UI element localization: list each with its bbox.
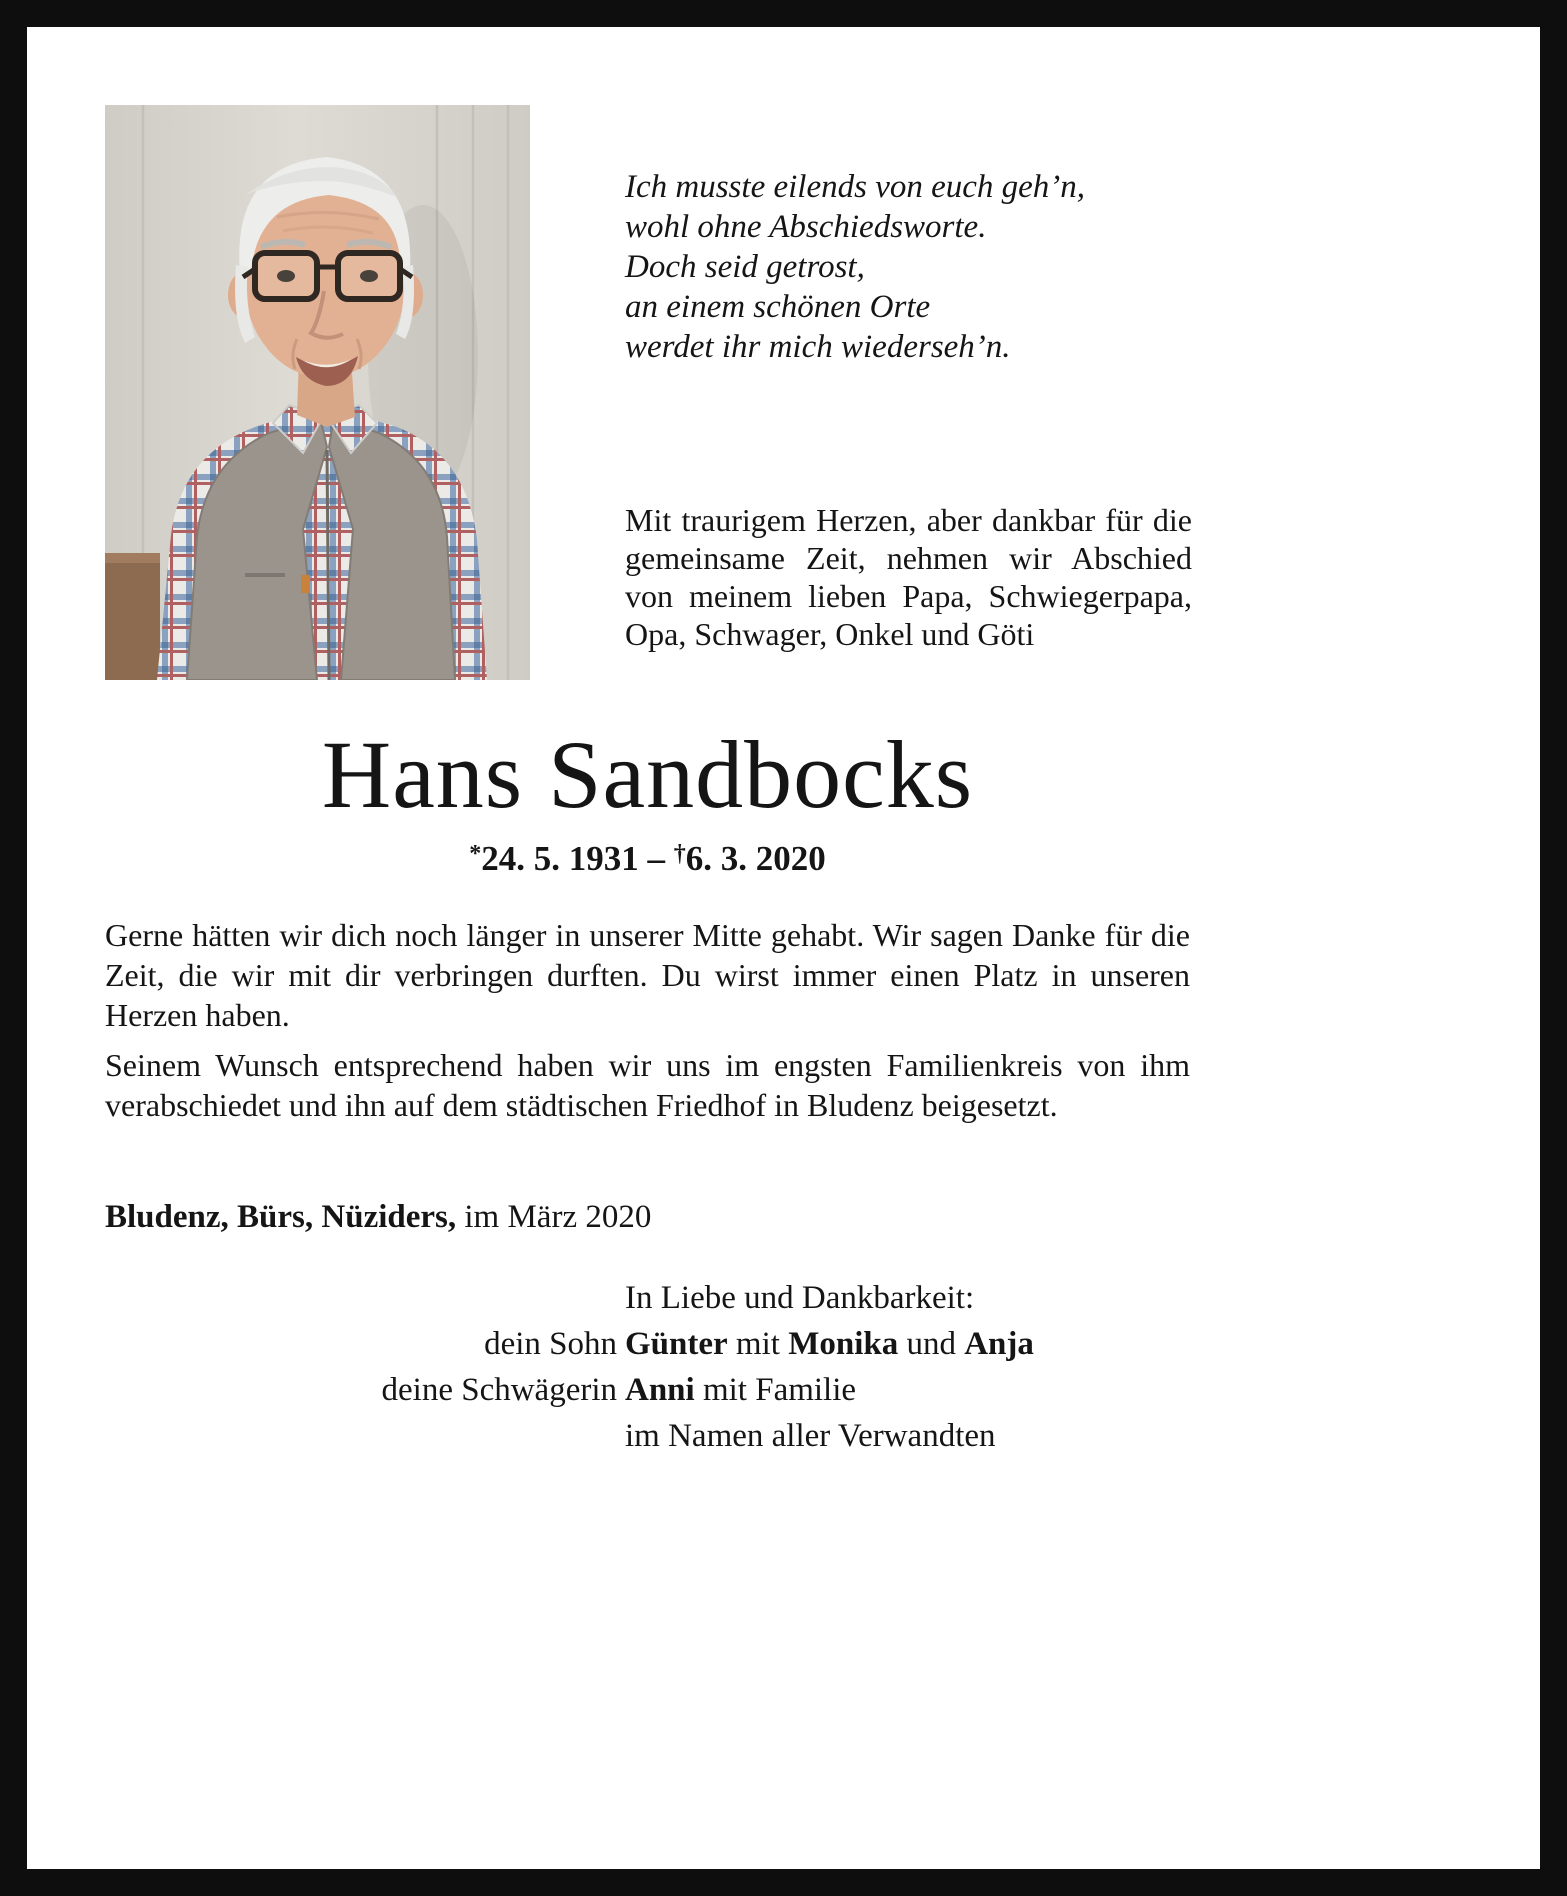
closing-son-line xyxy=(105,1321,1190,1367)
closing-block xyxy=(105,1275,1190,1459)
closing-title-line xyxy=(105,1275,1190,1321)
poem-line: an einem schönen Orte xyxy=(625,289,931,325)
deceased-name: Hans Sandbocks xyxy=(321,721,974,828)
son-prefix: dein Sohn xyxy=(484,1326,617,1362)
relatives-text: im Namen aller Verwandten xyxy=(625,1418,996,1454)
obituary-body xyxy=(105,915,1190,1125)
sister-in-law-prefix: deine Schwägerin xyxy=(381,1372,617,1408)
obituary-card xyxy=(27,27,1540,1869)
name-monika: Monika xyxy=(788,1326,899,1362)
dates-separator: – xyxy=(647,839,665,878)
body-paragraph-2: Seinem Wunsch entsprechend haben wir uns im engsten Familienkreis von ihm verabschiedet und ihn auf dem städtischen Friedhof in Bludenz beigesetzt. xyxy=(105,1047,1190,1123)
closing-final-line xyxy=(105,1413,1190,1459)
poem-line: Ich musste eilends von euch geh’n, xyxy=(625,169,1086,205)
name-guenter: Günter xyxy=(625,1326,728,1362)
memorial-poem xyxy=(625,167,1185,367)
places-text: Bludenz, Bürs, Nüziders, xyxy=(105,1199,457,1235)
closing-sister-in-law-line xyxy=(105,1367,1190,1413)
poem-line: werdet ihr mich wiederseh’n. xyxy=(625,329,1011,365)
birth-date: 24. 5. 1931 xyxy=(481,839,639,878)
name-anni: Anni xyxy=(625,1372,695,1408)
life-dates xyxy=(105,839,1190,879)
farewell-paragraph: Mit traurigem Herzen, aber dankbar für die gemeinsame Zeit, nehmen wir Abschied von meinem lieben Papa, Schwiegerpapa, Opa, Schwager, Onkel und Göti xyxy=(625,502,1192,652)
portrait-illustration xyxy=(105,105,530,680)
son-connector-2: und xyxy=(906,1326,956,1362)
birth-symbol: * xyxy=(469,841,482,867)
closing-title: In Liebe und Dankbarkeit: xyxy=(625,1280,975,1316)
death-date: 6. 3. 2020 xyxy=(685,839,826,878)
body-paragraph-1: Gerne hätten wir dich noch länger in unserer Mitte gehabt. Wir sagen Danke für die Zeit, die wir mit dir verbringen durften. Du wirst immer einen Platz in unseren Herzen haben. xyxy=(105,917,1190,1033)
sister-in-law-rest: mit Familie xyxy=(702,1372,857,1408)
place-date-line xyxy=(105,1199,1190,1236)
name-anja: Anja xyxy=(964,1326,1034,1362)
death-symbol: † xyxy=(673,841,686,867)
poem-line: wohl ohne Abschiedsworte. xyxy=(625,209,987,245)
son-connector-1: mit xyxy=(735,1326,780,1362)
portrait-photo xyxy=(105,105,530,680)
poem-line: Doch seid getrost, xyxy=(625,249,865,285)
month-year-text: im März 2020 xyxy=(464,1199,652,1235)
